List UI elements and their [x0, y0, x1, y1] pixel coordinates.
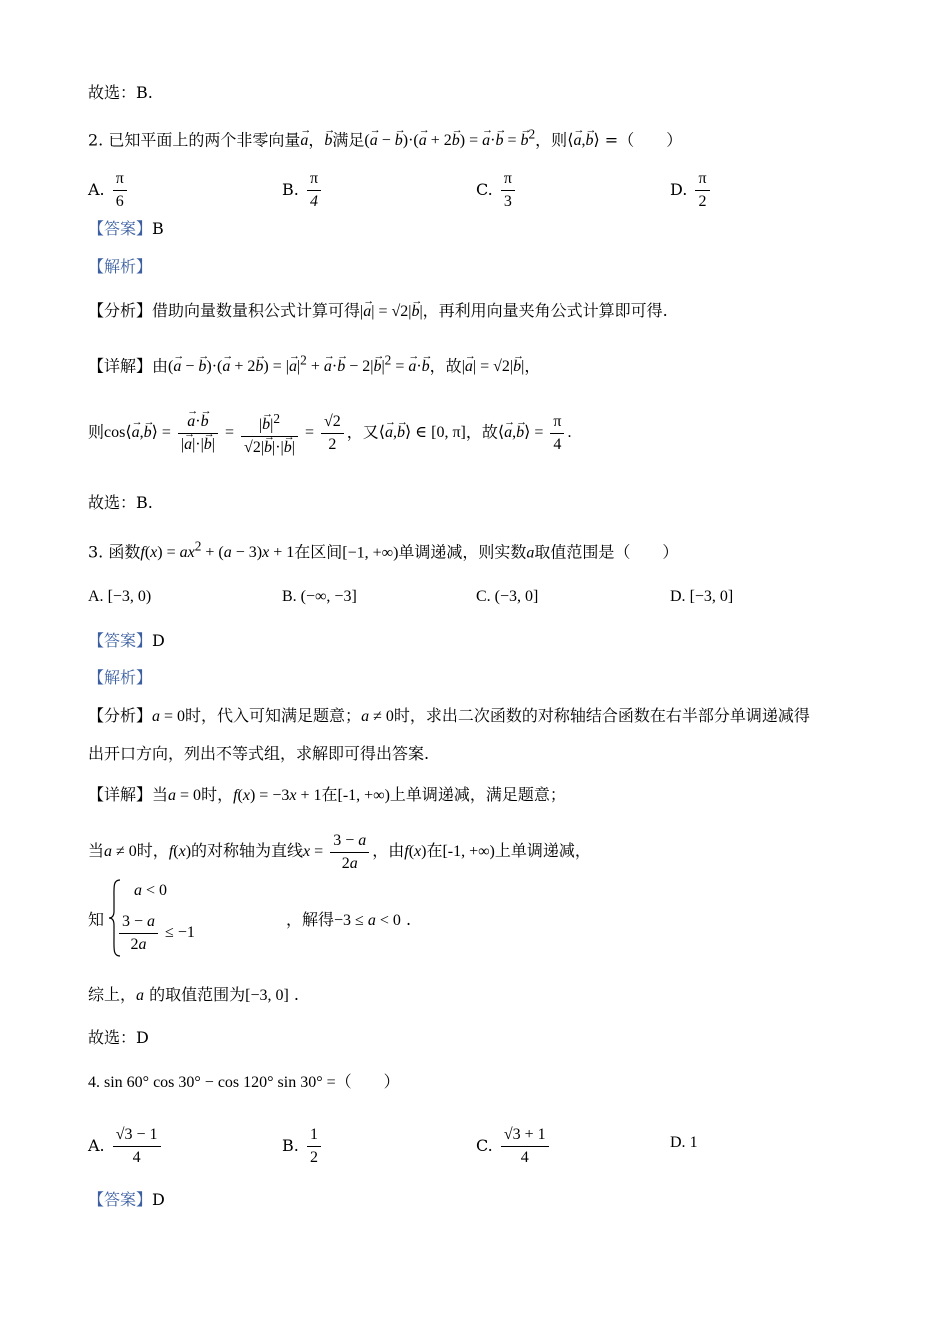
q2-stem: 2. 已知平面上的两个非零向量→ a，→ b满足(→ a − → b)·(→ a + 2→ b) = → a·→ b = → $b^2$，则⟨→ a,→ b⟩ =（ ） — [88, 122, 682, 154]
q3-xiangjie-2: 当a ≠ 0时，f(x)的对称轴为直线x = $\frac{3 - a}{2a}$ ，由f(x)在[-1, +∞)上单调递减， — [88, 830, 591, 875]
q4-option-b[interactable]: B. $\frac{1}{2}$ — [282, 1124, 324, 1169]
q2-analysis-tag: 【解析】 — [88, 257, 153, 276]
q4-option-c[interactable]: C. $\frac{√3 + 1}{4}$ — [476, 1124, 552, 1169]
q4-stem: 4. sin 60° cos 30° − cos 120° sin 30° =（ ） — [88, 1074, 400, 1091]
q3-option-d[interactable]: D. [−3, 0] — [670, 588, 734, 605]
q2-answer: 【答案】B — [88, 219, 164, 238]
q3-fenxi-2: 出开口方向，列出不等式组，求解即可得出答案. — [88, 744, 430, 763]
q3-option-a[interactable]: A. [−3, 0) — [88, 588, 152, 605]
q3-fenxi-1: 【分析】a = 0时，代入可知满足题意；a ≠ 0时，求出二次函数的对称轴结合函数在右半部分单调递减得 — [88, 706, 810, 725]
q2-option-b[interactable]: B. $\frac{\pi}{4}$ — [282, 168, 324, 213]
q3-conclusion: 故选：D — [88, 1028, 149, 1047]
q3-analysis-tag: 【解析】 — [88, 668, 153, 687]
q4-option-d[interactable]: D. 1 — [670, 1134, 698, 1151]
q2-xiangjie: 【详解】由(→ a − → b)·(→ a + 2→ b) = |→ $a|^2$ + → $a\cdot\to b - 2|\to b|^2$ = → a·→ b，故|→ a| = √2|→ b|， — [88, 348, 540, 380]
q3-stem: 3. 函数$f(x) = ax^2 + (a - 3)x + 1$在区间[−1, +∞)单调递减，则实数a取值范围是（ ） — [88, 539, 679, 562]
q3-answer: 【答案】D — [88, 631, 165, 650]
q3-summary: 综上，a 的取值范围为[−3, 0] . — [88, 985, 299, 1004]
q3-option-b[interactable]: B. (−∞, −3] — [282, 588, 357, 605]
q4-answer: 【答案】D — [88, 1190, 165, 1209]
q3-option-c[interactable]: C. (−3, 0] — [476, 588, 539, 605]
q2-stem-text: 已知平面上的两个非零向量 — [108, 130, 301, 150]
q2-cos-formula: 则cos⟨→ a,→ b⟩ = → $\frac{a\cdot\to b}{|\to a|\cdot|\to b|}$ = $\frac{|\to b|^2}{√2|\to b|\cdot|\to b|}$ = $\frac{√2}{2}$ ，又⟨→ a,→ b⟩ ∈ [0, π]，故⟨→ a,→ b⟩ = $\frac{\pi}{4}$ . — [88, 408, 571, 459]
q2-option-d[interactable]: D. $\frac{\pi}{2}$ — [670, 168, 713, 213]
q2-fenxi: 【分析】借助向量数量积公式计算可得|→ a| = √2|→ b|，再利用向量夹角公式计算即可得. — [88, 298, 668, 325]
q1-conclusion: 故选：B. — [88, 83, 153, 102]
q2-number: 2. — [88, 130, 104, 150]
q2-option-a[interactable]: A. $\frac{\pi}{6}$ — [88, 168, 130, 213]
q4-option-a[interactable]: A. $\frac{√3 - 1}{4}$ — [88, 1124, 164, 1169]
q3-xiangjie-1: 【详解】当a = 0时，f(x) = −3x + 1在[-1, +∞)上单调递减，满足题意； — [88, 785, 566, 804]
q2-condition: (→ a − → b)·(→ a + 2→ b) = → a·→ b = → $b^2$ — [364, 132, 535, 149]
q2-option-c[interactable]: C. $\frac{\pi}{3}$ — [476, 168, 518, 213]
q2-conclusion: 故选：B. — [88, 493, 153, 512]
